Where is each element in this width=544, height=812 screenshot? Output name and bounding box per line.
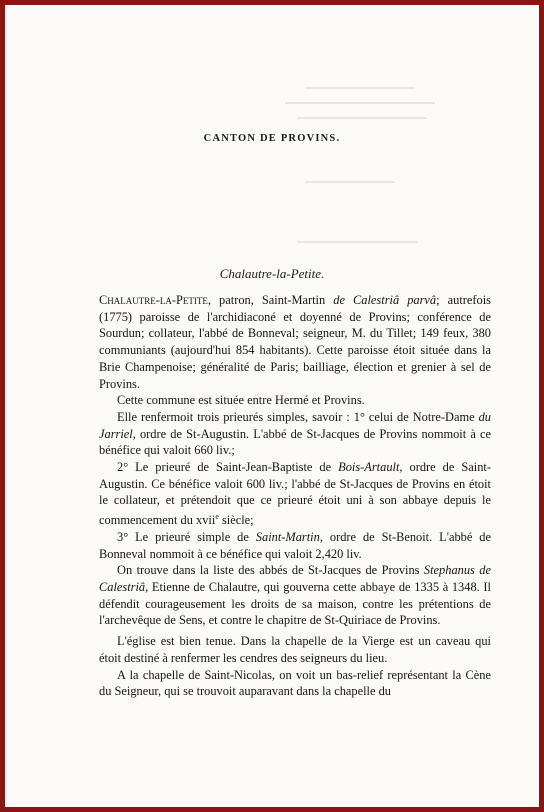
- italic-text: Stephanus de Calestriâ: [99, 563, 491, 595]
- text-segment: A la chapelle de Saint-Nicolas, on voit un bas-relief représentant la Cène du Seigneur, qui se trouvoit auparavant dans la chapelle du: [99, 667, 491, 699]
- paragraph: [99, 459, 491, 529]
- page-heading: CANTON DE PROVINS.: [203, 133, 341, 144]
- text-segment: , patron, Saint-Martin: [207, 293, 334, 307]
- text-segment: , ordre de St-Augustin. L'abbé de St-Jacques de Provins nommoit à ce bénéfice qui valoit 660 liv.;: [99, 426, 491, 458]
- paragraph: [99, 292, 491, 392]
- italic-text: Saint-Martin: [255, 529, 320, 544]
- text-segment: L'église est bien tenue. Dans la chapelle de la Vierge est un caveau qui étoit destiné à renfermer les cendres des seigneurs du lieu.: [99, 634, 491, 665]
- text-segment: Elle renfermoit trois prieurés simples, savoir : 1° celui de Notre-Dame: [117, 409, 479, 424]
- text-segment: ; autrefois (1775) paroisse de l'archidiaconé et doyenné de Provins; conférence de Sourdun; collateur, l'abbé de Bonneval; seigneur, M. du Tillet; 149 feux, 380 communiants (aujourd'hui 854 habitants). Cette paroisse étoit située dans la Brie Champenoise; généralité de Paris; bailliage, élection et grenier à sel de Provins.: [99, 293, 491, 391]
- paragraph: [99, 667, 491, 700]
- document-page: [5, 5, 539, 807]
- italic-text: du Jarriel: [99, 409, 491, 441]
- text-segment: , ordre de Saint-Augustin. Ce bénéfice valoit 600 liv.; l'abbé de St-Jacques de Provins en étoit le collateur, et prétendoit que ce prieuré étoit uni à son abbaye depuis le commencement du xvii: [99, 460, 491, 528]
- paragraph: [99, 392, 491, 409]
- paragraph: [99, 529, 491, 562]
- text-segment: , Etienne de Chalautre, qui gouverna cette abbaye de 1335 à 1348. Il défendit courageusement les droits de sa maison, contre les prétentions de l'archevêque de Sens, et contre le chapitre de St-Quiriace de Provins.: [99, 580, 491, 628]
- italic-text: Bois-Artault: [338, 460, 400, 475]
- italic-text: de Calestriâ parvâ: [333, 293, 437, 307]
- paragraph: [99, 633, 491, 666]
- text-segment: On trouve dans la liste des abbés de St-Jacques de Provins: [117, 563, 424, 578]
- paragraph: [99, 562, 491, 629]
- superscript: e: [215, 512, 219, 522]
- body-text: [99, 292, 491, 700]
- text-segment: 2° Le prieuré de Saint-Jean-Baptiste de: [117, 460, 339, 475]
- text-segment: , ordre de St-Benoit. L'abbé de Bonneval nommoit à ce bénéfice qui valoit 2,420 liv.: [99, 529, 492, 561]
- lead-name: Chalautre-la-Petite: [99, 293, 208, 307]
- text-segment: siècle;: [218, 513, 254, 528]
- text-segment: Cette commune est située entre Hermé et Provins.: [117, 393, 365, 408]
- text-segment: 3° Le prieuré simple de: [117, 529, 256, 544]
- section-title: Chalautre-la-Petite.: [219, 266, 325, 281]
- paragraph: [99, 409, 491, 459]
